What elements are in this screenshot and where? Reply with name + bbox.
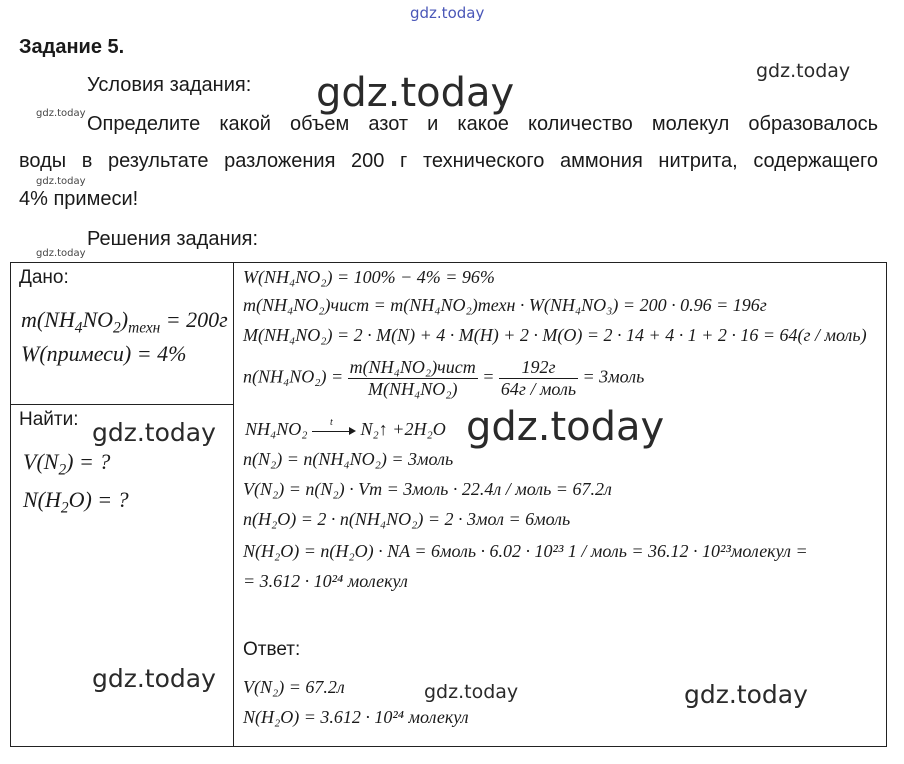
solution-line-4: n(NH₄NO₂) = $\frac{\text{m(NH₄NO₂)чист}}{\text{M(NH₄NO₂)}}$ = $\frac{192г}{\text{64г / моль}}$ = 3моль <box>243 357 645 399</box>
solution-heading: Решения задания: <box>87 228 259 250</box>
given-label: Дано: <box>19 267 69 288</box>
answer-label: Ответ: <box>243 639 301 660</box>
answer-volume: V(N₂) = 67.2л <box>243 677 345 697</box>
watermark-medium: gdz.today <box>684 680 808 709</box>
find-label: Найти: <box>19 409 79 430</box>
reaction-arrow-icon: t <box>312 426 356 436</box>
answer-molecules: N(H₂O) = 3.612 · 10²⁴ молекул <box>243 707 469 727</box>
condition-line-1: Определите какой объем азот и какое количество молекул образовалось <box>87 113 878 135</box>
find-molecules: $N(H_2O)$ = ? <box>23 487 129 517</box>
watermark-medium: gdz.today <box>92 664 216 693</box>
condition-line-2: воды в результате разложения 200 г технического аммония нитрита, содержащего <box>19 150 878 172</box>
watermark-medium: gdz.today <box>92 418 216 447</box>
conditions-heading: Условия задания: <box>87 74 252 96</box>
solution-line-7: n(H₂O) = 2 · n(NH₄NO₂) = 2 · 3мол = 6моль <box>243 509 571 529</box>
solution-line-3: M(NH₄NO₂) = 2 · M(N) + 4 · M(H) + 2 · M(O) = 2 · 14 + 4 · 1 + 2 · 16 = 64(г / моль) <box>243 325 867 345</box>
watermark-large: gdz.today <box>466 404 665 450</box>
watermark-large: gdz.today <box>316 70 515 116</box>
given-impurity: W(примеси) = 4% <box>21 341 187 366</box>
solution-line-6: V(N₂) = n(N₂) · Vm = 3моль · 22.4л / моль = 67.2л <box>243 479 612 499</box>
condition-line-3: 4% примеси! <box>19 188 139 210</box>
watermark-tiny: gdz.today <box>36 108 86 119</box>
given-mass: $m(NH_4NO_2)_{техн} = 200г$ <box>21 307 228 337</box>
solution-line-5: n(N₂) = n(NH₄NO₂) = 3моль <box>243 449 454 469</box>
solution-line-1: W(NH₄NO₂) = 100% − 4% = 96% <box>243 267 495 287</box>
watermark-small: gdz.today <box>756 60 851 82</box>
task-title: Задание 5. <box>19 36 125 58</box>
watermark-small: gdz.today <box>424 681 519 703</box>
find-volume: $V(N_2)$ = ? <box>23 449 111 479</box>
solution-line-2: m(NH₄NO₂)чист = m(NH₄NO₂)техн · W(NH₄NO₃) = 200 · 0.96 = 196г <box>243 295 767 315</box>
watermark-tiny: gdz.today <box>36 248 86 259</box>
given-divider <box>11 404 233 405</box>
solution-line-8: N(H₂O) = n(H₂O) · NA = 6моль · 6.02 · 10²³ 1 / моль = 36.12 · 10²³молекул = <box>243 541 808 561</box>
reaction-equation: NH₄NO₂ t N₂↑ +2H₂O <box>245 416 446 439</box>
watermark-top: gdz.today <box>410 4 485 22</box>
solution-line-9: = 3.612 · 10²⁴ молекул <box>243 571 408 591</box>
watermark-tiny: gdz.today <box>36 176 86 187</box>
